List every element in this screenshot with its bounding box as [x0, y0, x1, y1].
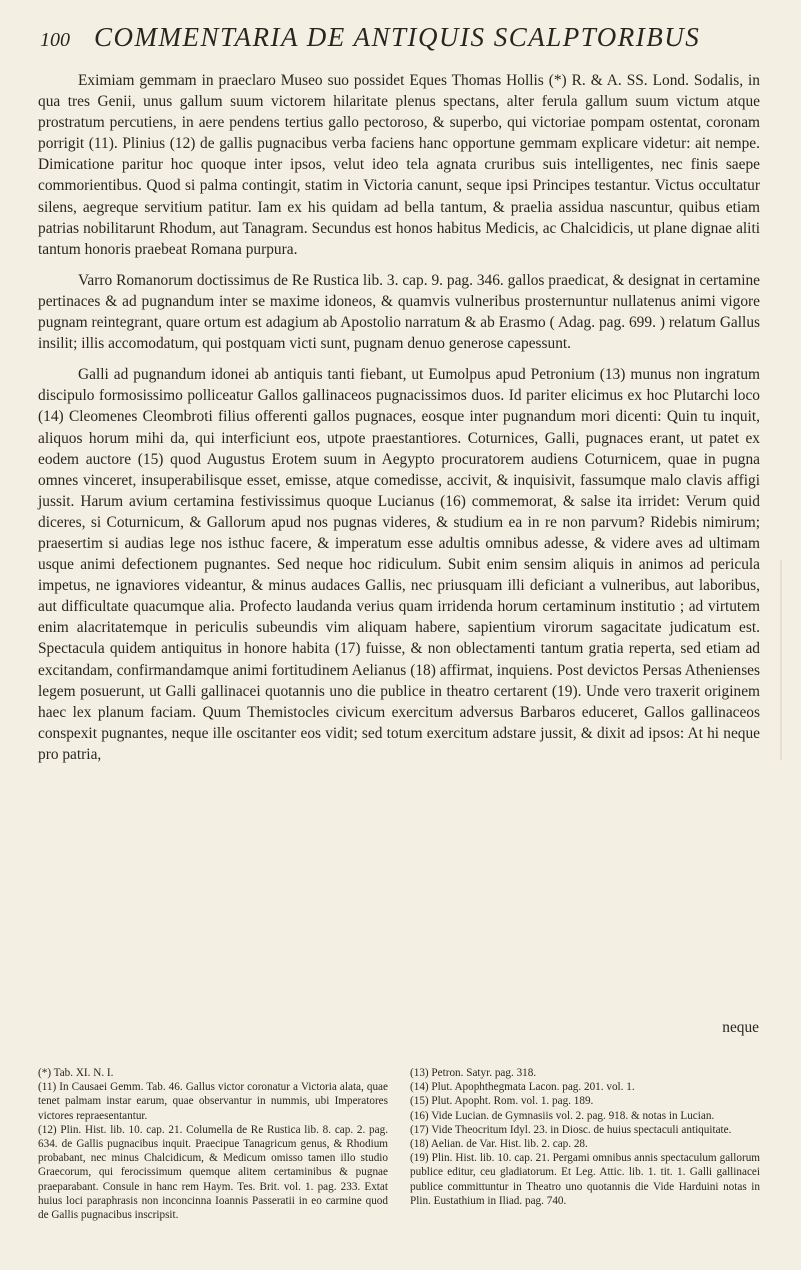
footnote: (18) Aelian. de Var. Hist. lib. 2. cap. 28. [410, 1138, 588, 1151]
paper-shadow [780, 560, 782, 760]
footnotes-left-column [38, 1066, 388, 1222]
main-text [38, 70, 760, 775]
page-header [40, 22, 760, 64]
footnote: (12) Plin. Hist. lib. 10. cap. 21. Columella de Re Rustica lib. 8. cap. 2. pag. 634. de Gallis pugnacibus inquit. Praecipue Tanagricum genus, & Rhodium probabant, nec minus Chalcidicum, & Medicum omisso tamen illo studio Graecorum, qui ferocissimum quemque alitem certaminibus & pugnae praeparabant. Consule in hanc rem Haym. Tes. Brit. vol. 1. pag. 233. Extat huius loci paraphrasis non inconcinna Ioannis Passeratii in eo carmine quod de Gallis pugnacibus inscripsit. [38, 1123, 388, 1222]
paragraph: Varro Romanorum doctissimus de Re Rustica lib. 3. cap. 9. pag. 346. gallos praedicat, & designat in certamine pertinaces & ad pugnandum inter se maxime idoneos, & quamvis vulneribus prosternuntur nullatenus animi vigore pugnam reintegrant, quare ortum est adagium ab Apostolio narratum & ab Erasmo ( Adag. pag. 699. ) relatum Gallus insilit; illis accomodatum, qui postquam victi sunt, pugnam denuo generose capessunt. [38, 271, 760, 353]
footnote: (19) Plin. Hist. lib. 10. cap. 21. Pergami omnibus annis spectaculum gallorum publice editur, ceu gladiatorum. Et Leg. Attic. lib. 1. tit. 1. Galli gallinacei publice committuntur in Theatro uno quotannis die Vide Harduini notas in Plin. Eustathium in Iliad. pag. 740. [410, 1152, 760, 1207]
footnote: (17) Vide Theocritum Idyl. 23. in Diosc. de huius spectaculi antiquitate. [410, 1123, 732, 1136]
running-head: COMMENTARIA DE ANTIQUIS SCALPTORIBUS [94, 22, 701, 52]
footnotes-right-column [410, 1066, 760, 1222]
footnote: (15) Plut. Apopht. Rom. vol. 1. pag. 189. [410, 1095, 594, 1108]
page-number: 100 [40, 29, 70, 51]
paragraph: Eximiam gemmam in praeclaro Museo suo possidet Eques Thomas Hollis (*) R. & A. SS. Lond. Sodalis, in qua tres Genii, unus gallum suum victorem hilaritate plenus spectans, alter ferula gallum suum victum atque prostratum percutiens, in aere pendens tertius gallo pectoroso, & superbo, qui victoriae pompam ostentat, coronam porrigit (11). Plinius (12) de gallis pugnacibus verba faciens hanc opportune gemmam explicare videtur: ait nempe. Dimicatione paritur hoc quoque inter ipsos, velut ideo tela agnata cruribus suis intelligentes, nec finis saepe commorientibus. Quod si palma contingit, statim in Victoria canunt, seque ipsi Principes testantur. Victus occultatur silens, aegreque servitium patitur. Iam ex his quidam ad bella tantum, & praelia assidua nascuntur, quibus etiam patrias nobilitarunt Rhodum, aut Tanagram. Secundus est honos habitus Medicis, ac Chalcidicis, ut plane dignae aliti tantum honoris praebeat Romana purpura. [38, 72, 760, 258]
footnote: (14) Plut. Apophthegmata Lacon. pag. 201. vol. 1. [410, 1081, 635, 1094]
footnote: (11) In Causaei Gemm. Tab. 46. Gallus victor coronatur a Victoria alata, quae tenet palmam instar earum, quae observantur in nummis, ubi Imperatores victores repraesentantur. [38, 1081, 388, 1122]
footnote: (13) Petron. Satyr. pag. 318. [410, 1067, 537, 1079]
footnote: (16) Vide Lucian. de Gymnasiis vol. 2. pag. 918. & notas in Lucian. [410, 1109, 715, 1122]
paragraph: Galli ad pugnandum idonei ab antiquis tanti fiebant, ut Eumolpus apud Petronium (13) munus non ingratum discipulo formosissimo polliceatur Gallos gallinaceos pugnacissimos duos. Id pariter elicimus ex hoc Plutarchi loco (14) Cleomenes Cleombroti filius offerenti gallos pugnaces, eosque inter pugnandum mori dicenti: Quin tu inquit, aliquos horum mihi da, qui interficiunt eos, utpote praestantiores. Coturnices, Galli, pugnaces erant, ut patet ex eodem auctore (15) quod Augustus Erotem suum in Aegypto procuratorem audiens Coturnicem, quae in pugna omnes vinceret, insuperabilisque esset, emisse, atque comedisse, accivit, & inquisivit, fassumque malo clavis affigi jussit. Harum avium certamina festivissimus quoque Lucianus (16) commemorat, & salse ita irridet: Verum quid diceres, si Coturnicum, & Gallorum apud nos pugnas videres, & studium ea in re non parvum? Ridebis nimirum; praesertim si audias lege nos isthuc facere, & imperatum esse adultis omnibus adesse, & videre aves ad ultimam usque animi defectionem pugnantes. Sed neque hoc ridiculum. Subit enim sensim aliquis in animos ad pericula impetus, ne ignaviores videantur, & minus audaces Gallis, nec priusquam illi deficiant a vulneribus, aut laboribus, aut difficultate quacumque alia. Profecto laudanda verius quam irridenda horum certaminum institutio ; ad virtutem enim alacritatemque in periculis subeundis vim aliquam habere, sapientium virorum sagacitate judicatum est. Spectacula quidem antiquitus in honore habita (17) fuisse, & non oblectamenti tantum gratia reperta, sed etiam ad excitandam, confirmandamque animi fortitudinem Aelianus (18) affirmat, inquiens. Post devictos Persas Athenienses legem posuerunt, ut Galli gallinacei quotannis uno die publice in theatro certarent (19). Unde vero traxerit originem haec lex planum faciam. Quum Themistocles civicum exercitum adversus Barbaros educeret, Gallos gallinaceos conspexit pugnantes, neque ille oscitanter eos vidit; sed totum exercitum adstare jussit, & dixit ad ipsos: At hi neque pro patria, [38, 366, 760, 763]
catchword: neque [722, 1019, 759, 1036]
footnotes [38, 1066, 760, 1222]
footnote: (*) Tab. XI. N. I. [38, 1067, 114, 1079]
